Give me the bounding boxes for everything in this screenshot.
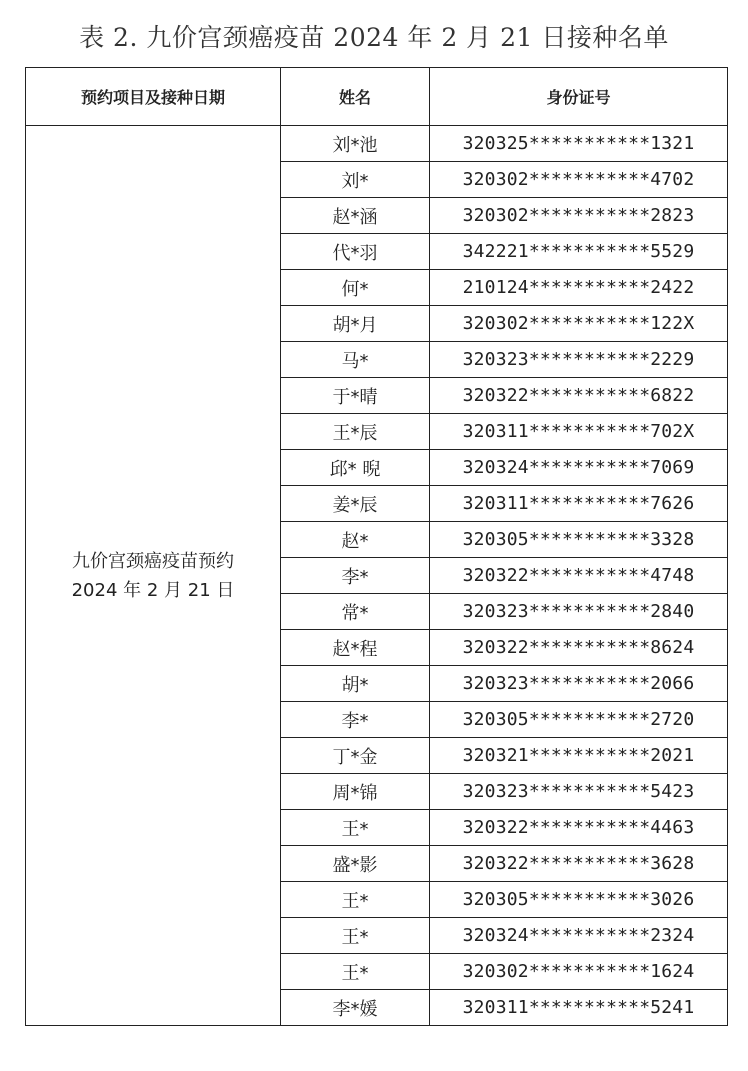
name-cell: 代*羽 (281, 234, 430, 270)
id-number-cell: 320324***********2324 (430, 918, 728, 954)
name-cell: 何* (281, 270, 430, 306)
name-cell: 王* (281, 954, 430, 990)
name-cell: 于*晴 (281, 378, 430, 414)
name-cell: 王* (281, 918, 430, 954)
name-cell: 胡* (281, 666, 430, 702)
id-number-cell: 210124***********2422 (430, 270, 728, 306)
header-project-date: 预约项目及接种日期 (26, 68, 281, 126)
name-cell: 赵* (281, 522, 430, 558)
id-number-cell: 320323***********2229 (430, 342, 728, 378)
id-number-cell: 342221***********5529 (430, 234, 728, 270)
table-row (26, 126, 728, 162)
id-number-cell: 320302***********4702 (430, 162, 728, 198)
project-name: 九价宫颈癌疫苗预约 (72, 550, 234, 572)
table-header-row (26, 68, 728, 126)
name-cell: 李* (281, 702, 430, 738)
id-number-cell: 320322***********3628 (430, 846, 728, 882)
name-cell: 李*媛 (281, 990, 430, 1026)
id-number-cell: 320324***********7069 (430, 450, 728, 486)
name-cell: 丁*金 (281, 738, 430, 774)
document-title: 表 2. 九价宫颈癌疫苗 2024 年 2 月 21 日接种名单 (79, 23, 669, 52)
id-number-cell: 320325***********1321 (430, 126, 728, 162)
id-number-cell: 320302***********2823 (430, 198, 728, 234)
id-number-cell: 320322***********4748 (430, 558, 728, 594)
id-number-cell: 320311***********7626 (430, 486, 728, 522)
name-cell: 王*辰 (281, 414, 430, 450)
id-number-cell: 320305***********3328 (430, 522, 728, 558)
vaccination-roster-table (25, 67, 728, 1026)
name-cell: 刘* (281, 162, 430, 198)
name-cell: 赵*涵 (281, 198, 430, 234)
id-number-cell: 320323***********2066 (430, 666, 728, 702)
name-cell: 刘*池 (281, 126, 430, 162)
name-cell: 邱* 晲 (281, 450, 430, 486)
id-number-cell: 320322***********6822 (430, 378, 728, 414)
id-number-cell: 320311***********702X (430, 414, 728, 450)
name-cell: 盛*影 (281, 846, 430, 882)
table-body (26, 126, 728, 1026)
name-cell: 王* (281, 882, 430, 918)
id-number-cell: 320302***********1624 (430, 954, 728, 990)
id-number-cell: 320321***********2021 (430, 738, 728, 774)
name-cell: 周*锦 (281, 774, 430, 810)
id-number-cell: 320322***********4463 (430, 810, 728, 846)
id-number-cell: 320323***********5423 (430, 774, 728, 810)
id-number-cell: 320323***********2840 (430, 594, 728, 630)
id-number-cell: 320305***********3026 (430, 882, 728, 918)
name-cell: 李* (281, 558, 430, 594)
id-number-cell: 320305***********2720 (430, 702, 728, 738)
project-date-cell (26, 126, 281, 1026)
id-number-cell: 320322***********8624 (430, 630, 728, 666)
name-cell: 王* (281, 810, 430, 846)
header-id-number: 身份证号 (430, 68, 728, 126)
name-cell: 常* (281, 594, 430, 630)
name-cell: 胡*月 (281, 306, 430, 342)
id-number-cell: 320302***********122X (430, 306, 728, 342)
name-cell: 马* (281, 342, 430, 378)
header-name: 姓名 (281, 68, 430, 126)
name-cell: 姜*辰 (281, 486, 430, 522)
name-cell: 赵*程 (281, 630, 430, 666)
vaccination-date: 2024 年 2 月 21 日 (71, 579, 235, 601)
id-number-cell: 320311***********5241 (430, 990, 728, 1026)
